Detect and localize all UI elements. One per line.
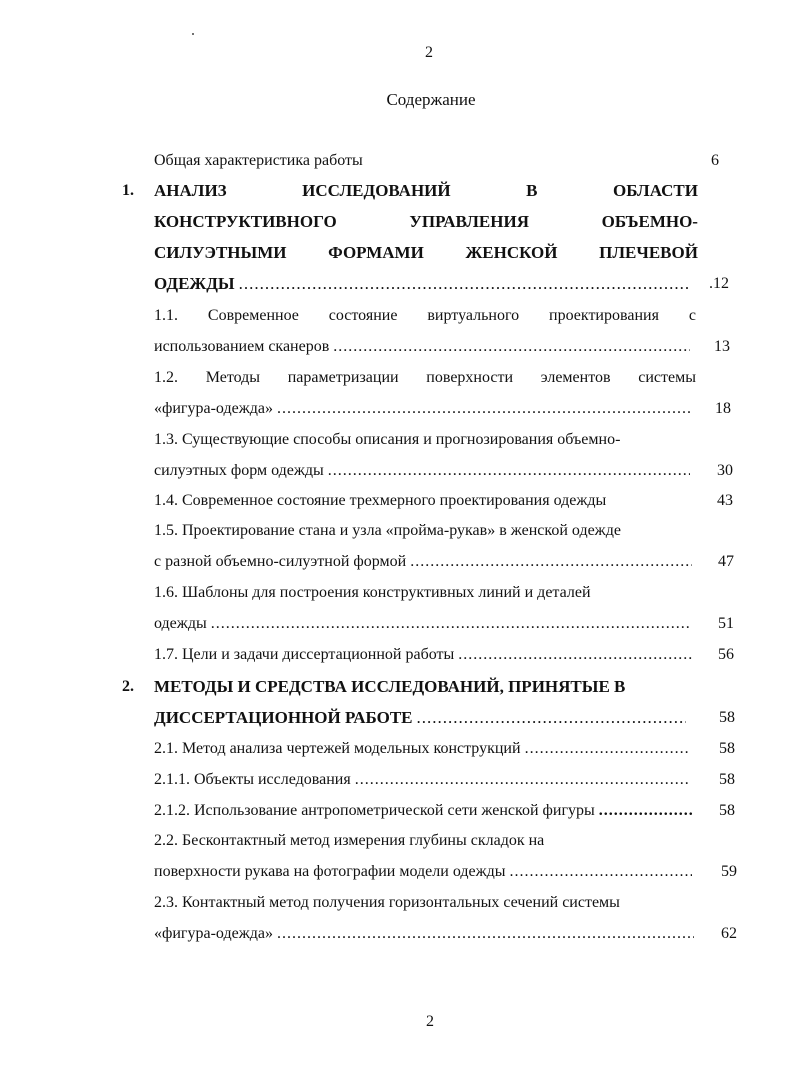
toc-entry-general [154, 151, 694, 171]
toc-entry-2-2-line-1: 2.2. Бесконтактный метод измерения глубины складок на [154, 832, 545, 849]
toc-page-number: 51 [718, 615, 734, 632]
toc-entry-1-6-line-1: 1.6. Шаблоны для построения конструктивных линий и деталей [154, 584, 591, 601]
toc-page-number: 58 [719, 802, 735, 819]
toc-page-number: 59 [721, 863, 737, 880]
toc-entry-2-3-line-2: «фигура-одежда» ..... [154, 924, 698, 944]
leader-dots [239, 274, 690, 294]
leader-dots [417, 708, 687, 728]
leader-dots [458, 645, 692, 665]
toc-page-number: 43 [717, 492, 733, 509]
page-title: Содержание [386, 90, 476, 109]
toc-entry-1-5-line-2: с разной объемно-силуэтной формой ..... [154, 552, 696, 572]
toc-entry-1-7: 1.7. Цели и задачи диссертационной работы ..... [154, 645, 696, 665]
chapter-number: 1. [122, 182, 134, 199]
toc-entry-text: Общая характеристика работы [154, 152, 363, 169]
leader-dots [333, 337, 690, 357]
toc-entry-1-2-line-1: 1.2. Методы параметризации поверхности элементов системы [154, 369, 696, 386]
toc-entry-1-5-line-1: 1.5. Проектирование стана и узла «пройма-рукав» в женской одежде [154, 522, 621, 539]
toc-chapter-1-line-2: КОНСТРУКТИВНОГО УПРАВЛЕНИЯ ОБЪЕМНО- [154, 212, 698, 231]
toc-entry-1-1-line-1: 1.1. Современное состояние виртуального проектирования с [154, 307, 696, 324]
leader-dots [410, 552, 692, 572]
leader-dots [211, 614, 690, 634]
toc-page-number: 62 [721, 925, 737, 942]
chapter-number: 2. [122, 678, 134, 695]
page-number-top: 2 [425, 44, 433, 61]
leader-dots [525, 739, 690, 759]
scan-speck [192, 33, 194, 35]
toc-chapter-2-line-1: МЕТОДЫ И СРЕДСТВА ИССЛЕДОВАНИЙ, ПРИНЯТЫЕ В [154, 677, 626, 696]
toc-page-number: 6 [711, 152, 719, 169]
toc-page-number: 13 [714, 338, 730, 355]
leader-dots [277, 399, 690, 419]
toc-page-number: 58 [719, 771, 735, 788]
toc-entry-1-1-line-2: использованием сканеров ..... [154, 337, 694, 357]
toc-entry-2-1-2: 2.1.2. Использование антропометрической сети женской фигуры ..... [154, 801, 696, 821]
toc-page-number: .12 [709, 275, 729, 292]
toc-page-number: 47 [718, 553, 734, 570]
toc-page-number: 30 [717, 462, 733, 479]
toc-entry-2-1: 2.1. Метод анализа чертежей модельных конструкций ..... [154, 739, 694, 759]
toc-entry-2-3-line-1: 2.3. Контактный метод получения горизонтальных сечений системы [154, 894, 620, 911]
toc-entry-1-4: 1.4. Современное состояние трехмерного проектирования одежды [154, 492, 607, 509]
leader-dots [328, 461, 690, 481]
toc-entry-1-2-line-2: «фигура-одежда» ..... [154, 399, 694, 419]
leader-dots [510, 862, 692, 882]
toc-page-number: 18 [715, 400, 731, 417]
toc-chapter-1-line-3: СИЛУЭТНЫМИ ФОРМАМИ ЖЕНСКОЙ ПЛЕЧЕВОЙ [154, 243, 698, 262]
leader-dots [277, 924, 694, 944]
page-number-bottom: 2 [426, 1013, 434, 1030]
leader-dots [355, 770, 690, 790]
toc-entry-1-3-line-2: силуэтных форм одежды ..... [154, 461, 694, 481]
toc-chapter-1-line-4: ОДЕЖДЫ ..... [154, 274, 694, 294]
toc-entry-1-6-line-2: одежды ..... [154, 614, 694, 634]
toc-chapter-2-line-2: ДИССЕРТАЦИОННОЙ РАБОТЕ ..... [154, 708, 690, 728]
toc-entry-2-2-line-2: поверхности рукава на фотографии модели одежды ..... [154, 862, 696, 882]
toc-page-number: 58 [719, 740, 735, 757]
toc-entry-1-3-line-1: 1.3. Существующие способы описания и прогнозирования объемно- [154, 431, 621, 448]
toc-page-number: 58 [719, 709, 735, 726]
toc-entry-2-1-1: 2.1.1. Объекты исследования ..... [154, 770, 694, 790]
toc-chapter-1-line-1: АНАЛИЗ ИССЛЕДОВАНИЙ В ОБЛАСТИ [154, 181, 698, 200]
toc-page-number: 56 [718, 646, 734, 663]
leader-dots [599, 801, 692, 821]
